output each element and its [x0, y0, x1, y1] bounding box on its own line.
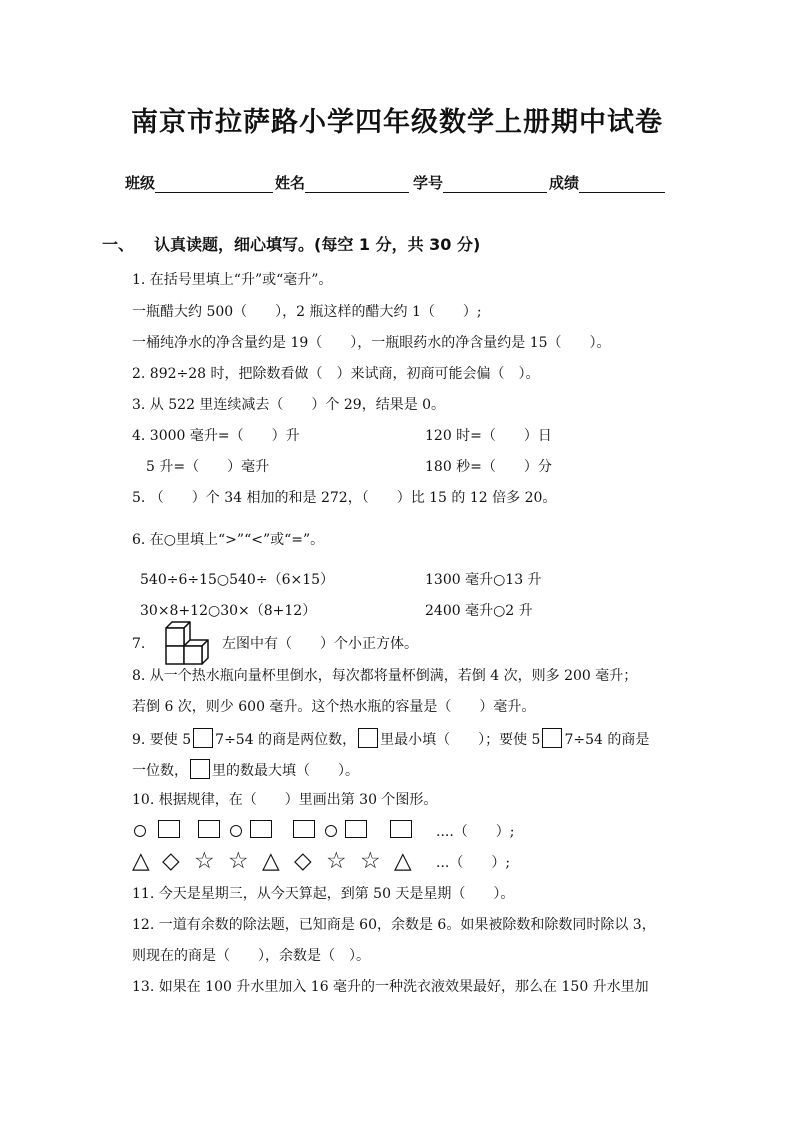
question-12-line-b: 则现在的商是（ ），余数是（ ）。 — [132, 948, 370, 964]
question-7-number: 7. — [132, 636, 146, 652]
square-shape — [198, 820, 220, 838]
circle-shape — [134, 825, 146, 837]
question-10-intro: 10. 根据规律，在（ ）里画出第 30 个图形。 — [132, 792, 438, 808]
question-1-line-b: 一桶纯净水的净含量约是 19（ ），一瓶眼药水的净含量约是 15（ ）。 — [132, 335, 611, 351]
star-shape: ☆ — [194, 848, 215, 874]
triangle-shape: △ — [132, 848, 150, 874]
question-1-intro: 1. 在括号里填上“升”或“毫升”。 — [132, 272, 333, 288]
student-info-row — [125, 172, 667, 193]
question-11: 11. 今天是星期三，从今天算起，到第 50 天是星期（ ）。 — [132, 886, 515, 902]
question-4-d: 180 秒=（ ）分 — [425, 459, 552, 475]
star-shape: ☆ — [228, 848, 249, 874]
question-8-line-a: 8. 从一个热水瓶向量杯里倒水，每次都将量杯倒满，若倒 4 次，则多 200 毫升； — [132, 668, 638, 684]
question-6-d: 2400 毫升○2 升 — [425, 603, 533, 619]
score-blank[interactable] — [579, 176, 665, 193]
star-shape: ☆ — [326, 848, 347, 874]
question-4-a: 4. 3000 毫升=（ ）升 — [132, 428, 300, 444]
question-6-intro: 6. 在○里填上“>”“<”或“=”。 — [132, 532, 325, 548]
question-13: 13. 如果在 100 升水里加入 16 毫升的一种洗衣液效果最好，那么在 150 升水里加 — [132, 979, 649, 995]
question-9-line-a — [132, 728, 649, 750]
section-number: 一、 — [102, 235, 135, 254]
score-label: 成绩 — [549, 174, 580, 192]
class-label: 班级 — [125, 174, 156, 192]
square-shape — [293, 820, 315, 838]
circle-shape — [230, 825, 242, 837]
pattern-2-answer: ...（ ）; — [436, 855, 511, 871]
question-6-b: 1300 毫升○13 升 — [425, 572, 542, 588]
question-6-a: 540÷6÷15○540÷（6×15） — [140, 572, 335, 588]
id-label: 学号 — [413, 174, 444, 192]
question-4-c: 5 升=（ ）毫升 — [146, 459, 270, 475]
digit-box[interactable] — [542, 728, 562, 748]
question-5: 5. （ ）个 34 相加的和是 272，（ ）比 15 的 12 倍多 20。 — [132, 490, 557, 506]
pattern-1-answer: ....（ ）; — [436, 824, 515, 840]
question-4-b: 120 时=（ ）日 — [425, 428, 552, 444]
square-shape — [158, 820, 180, 838]
question-9-part-1: 9. 要使 5 — [132, 732, 192, 748]
section-title: 认真读题，细心填写。(每空 1 分，共 30 分) — [154, 235, 481, 254]
triangle-shape: △ — [394, 848, 412, 874]
question-2: 2. 892÷28 时，把除数看做（ ）来试商，初商可能会偏（ ）。 — [132, 366, 540, 382]
digit-box[interactable] — [190, 759, 210, 779]
section-heading — [102, 232, 480, 255]
question-6-c: 30×8+12○30×（8+12） — [140, 603, 317, 619]
question-12-line-a: 12. 一道有余数的除法题，已知商是 60，余数是 6。如果被除数和除数同时除以 3， — [132, 917, 656, 933]
question-3: 3. 从 522 里连续减去（ ）个 29，结果是 0。 — [132, 397, 446, 413]
diamond-shape: ◇ — [294, 848, 312, 874]
square-shape — [250, 820, 272, 838]
digit-box[interactable] — [193, 728, 213, 748]
question-9-part-4: 7÷54 的商是 — [564, 732, 650, 748]
name-label: 姓名 — [275, 174, 306, 192]
question-1-line-a: 一瓶醋大约 500（ ），2 瓶这样的醋大约 1（ ）; — [132, 304, 482, 320]
question-7-text: 左图中有（ ）个小正方体。 — [222, 636, 418, 652]
question-9-part-5: 一位数， — [132, 763, 188, 779]
name-blank[interactable] — [305, 176, 409, 193]
triangle-shape: △ — [262, 848, 280, 874]
question-9-part-6: 里的数最大填（ ）。 — [212, 763, 359, 779]
class-blank[interactable] — [155, 176, 273, 193]
square-shape — [390, 820, 412, 838]
star-shape: ☆ — [360, 848, 381, 874]
question-9-part-2: 7÷54 的商是两位数， — [215, 732, 357, 748]
question-9-line-b — [132, 759, 359, 781]
diamond-shape: ◇ — [162, 848, 180, 874]
digit-box[interactable] — [358, 728, 378, 748]
id-blank[interactable] — [443, 176, 547, 193]
circle-shape — [325, 825, 337, 837]
cubes-figure — [160, 618, 216, 666]
question-9-part-3: 里最小填（ ）；要使 5 — [380, 732, 541, 748]
question-8-line-b: 若倒 6 次，则少 600 毫升。这个热水瓶的容量是（ ）毫升。 — [132, 699, 536, 715]
page-title: 南京市拉萨路小学四年级数学上册期中试卷 — [131, 107, 663, 138]
square-shape — [345, 820, 367, 838]
